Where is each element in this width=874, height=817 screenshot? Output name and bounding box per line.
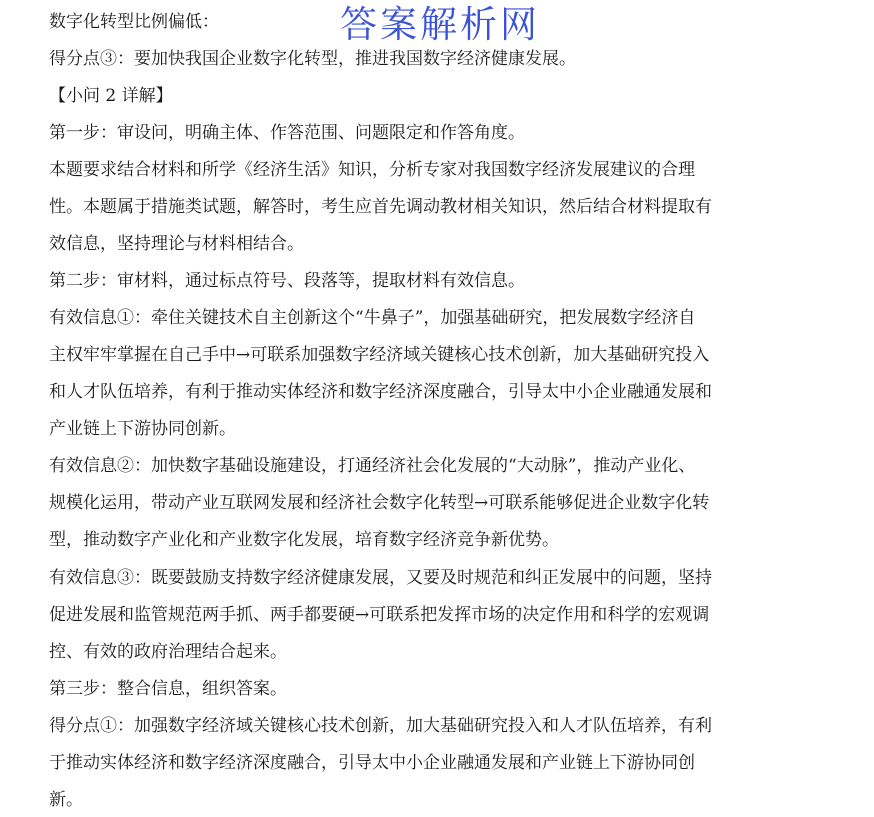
text-line: 得分点③：要加快我国企业数字化转型，推进我国数字经济健康发展。 (49, 49, 576, 69)
text-line: 有效信息③：既要鼓励支持数字经济健康发展，又要及时规范和纠正发展中的问题，坚持 (49, 568, 712, 588)
text-line: 第二步：审材料，通过标点符号、段落等，提取材料有效信息。 (49, 271, 525, 291)
text-line: 促进发展和监管规范两手抓、两手都要硬→可联系把发挥市场的决定作用和科学的宏观调 (49, 605, 710, 625)
text-line: 型，推动数字产业化和产业数字化发展，培育数字经济竞争新优势。 (49, 530, 559, 550)
text-line: 效信息，坚持理论与材料相结合。 (49, 234, 304, 254)
text-line: 产业链上下游协同创新。 (49, 419, 236, 439)
text-line: 性。本题属于措施类试题，解答时，考生应首先调动教材相关知识，然后结合材料提取有 (49, 197, 712, 217)
text-line: 第一步：审设问，明确主体、作答范围、问题限定和作答角度。 (49, 123, 525, 143)
text-line: 有效信息①：牵住关键技术自主创新这个“牛鼻子”，加强基础研究，把发展数字经济自 (49, 308, 696, 328)
text-line: 得分点①：加强数字经济域关键核心技术创新，加大基础研究投入和人才队伍培养，有利 (49, 716, 712, 736)
watermark: 答案解析网 (340, 3, 540, 46)
text-line: 主权牢牢掌握在自己手中→可联系加强数字经济域关键核心技术创新，加大基础研究投入 (49, 345, 710, 365)
text-line: 第三步：整合信息，组织答案。 (49, 679, 287, 699)
text-line: 数字化转型比例偏低： (49, 12, 219, 32)
text-line: 本题要求结合材料和所学《经济生活》知识，分析专家对我国数字经济发展建议的合理 (49, 160, 695, 180)
text-line: 有效信息②：加快数字基础设施建设，打通经济社会化发展的“大动脉”，推动产业化、 (49, 456, 696, 476)
text-line: 控、有效的政府治理结合起来。 (49, 642, 287, 662)
text-line: 于推动实体经济和数字经济深度融合，引导太中小企业融通发展和产业链上下游协同创 (49, 753, 695, 773)
section-heading: 【小问 2 详解】 (49, 86, 173, 106)
text-line: 新。 (49, 790, 83, 810)
text-line: 和人才队伍培养，有利于推动实体经济和数字经济深度融合，引导太中小企业融通发展和 (49, 382, 712, 402)
text-line: 规模化运用，带动产业互联网发展和经济社会数字化转型→可联系能够促进企业数字化转 (49, 493, 710, 513)
